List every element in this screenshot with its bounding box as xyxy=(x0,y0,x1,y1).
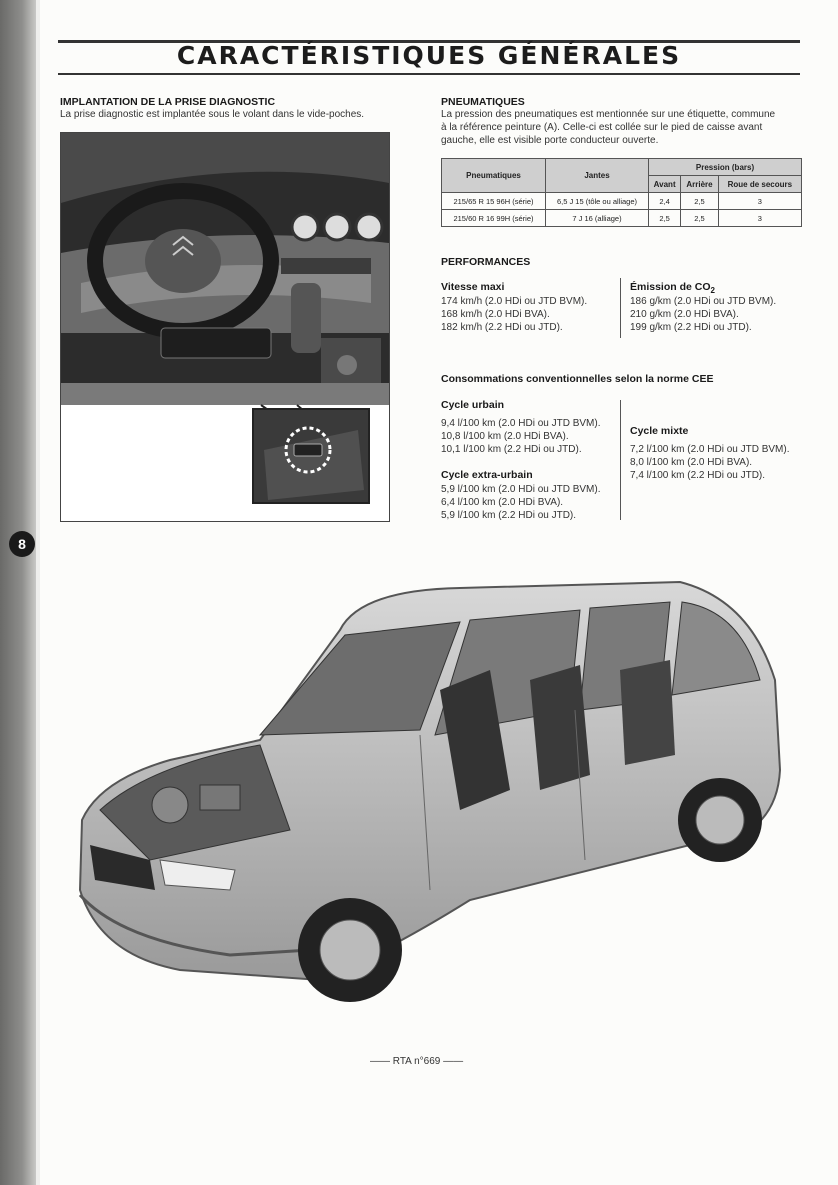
tyres-heading: PNEUMATIQUES xyxy=(441,96,525,108)
co2-line-3: 199 g/km (2.2 HDi ou JTD). xyxy=(630,322,752,333)
tyres-text-line-2: à la référence peinture (A). Celle-ci est collée sur le pied de caisse avant xyxy=(441,122,763,133)
co2-line-2: 210 g/km (2.0 HDi BVA). xyxy=(630,309,739,320)
page-number-badge: 8 xyxy=(9,531,35,557)
mixed-line-2: 8,0 l/100 km (2.0 HDi BVA). xyxy=(630,457,753,468)
speed-line-2: 168 km/h (2.0 HDi BVA). xyxy=(441,309,550,320)
mixed-line-1: 7,2 l/100 km (2.0 HDi ou JTD BVM). xyxy=(630,444,790,455)
co2-line-1: 186 g/km (2.0 HDi ou JTD BVM). xyxy=(630,296,777,307)
urban-title: Cycle urbain xyxy=(441,399,505,411)
col-header-front: Avant xyxy=(649,176,681,193)
vehicle-cutaway-illustration xyxy=(60,560,800,1030)
speed-line-3: 182 km/h (2.2 HDi ou JTD). xyxy=(441,322,563,333)
column-divider xyxy=(620,278,621,338)
urban-line-2: 10,8 l/100 km (2.0 HDi BVA). xyxy=(441,431,569,442)
performances-heading: PERFORMANCES xyxy=(441,256,531,268)
tyres-text-line-1: La pression des pneumatiques est mentionnée sur une étiquette, commune xyxy=(441,109,776,120)
extra-urban-title: Cycle extra-urbain xyxy=(441,469,533,481)
col-header-rim: Jantes xyxy=(546,159,649,193)
extra-urban-line-1: 5,9 l/100 km (2.0 HDi ou JTD BVM). xyxy=(441,484,601,495)
extra-urban-line-2: 6,4 l/100 km (2.0 HDi BVA). xyxy=(441,497,564,508)
page-footer: —— RTA n°669 —— xyxy=(370,1056,464,1067)
mixed-title: Cycle mixte xyxy=(630,425,689,437)
binding-edge xyxy=(0,0,40,1185)
col-header-pressure: Pression (bars) xyxy=(649,159,802,176)
consumption-heading: Consommations conventionnelles selon la norme CEE xyxy=(441,373,714,385)
table-row: 215/60 R 16 99H (série) 7 J 16 (alliage) 2,5 2,5 3 xyxy=(442,210,802,227)
mixed-line-3: 7,4 l/100 km (2.2 HDi ou JTD). xyxy=(630,470,766,481)
diagnostic-socket-inset xyxy=(252,408,370,504)
col-header-rear: Arrière xyxy=(681,176,718,193)
col-header-tyre: Pneumatiques xyxy=(442,159,546,193)
diagnostic-heading: IMPLANTATION DE LA PRISE DIAGNOSTIC xyxy=(60,96,276,108)
column-divider xyxy=(620,400,621,520)
diagnostic-text: La prise diagnostic est implantée sous le volant dans le vide-poches. xyxy=(60,109,365,120)
co2-title: Émission de $CO_2$ xyxy=(630,281,715,296)
table-row: 215/65 R 15 96H (série) 6,5 J 15 (tôle ou alliage) 2,4 2,5 3 xyxy=(442,193,802,210)
speed-line-1: 174 km/h (2.0 HDi ou JTD BVM). xyxy=(441,296,588,307)
tyres-text-line-3: gauche, elle est visible porte conducteur ouverte. xyxy=(441,135,659,146)
extra-urban-line-3: 5,9 l/100 km (2.2 HDi ou JTD). xyxy=(441,510,577,521)
urban-line-3: 10,1 l/100 km (2.2 HDi ou JTD). xyxy=(441,444,582,455)
urban-line-1: 9,4 l/100 km (2.0 HDi ou JTD BVM). xyxy=(441,418,601,429)
col-header-spare: Roue de secours xyxy=(718,176,801,193)
tyre-pressure-table xyxy=(441,158,802,227)
page-title: CARACTÉRISTIQUES GÉNÉRALES xyxy=(176,41,682,70)
speed-title: Vitesse maxi xyxy=(441,281,505,293)
